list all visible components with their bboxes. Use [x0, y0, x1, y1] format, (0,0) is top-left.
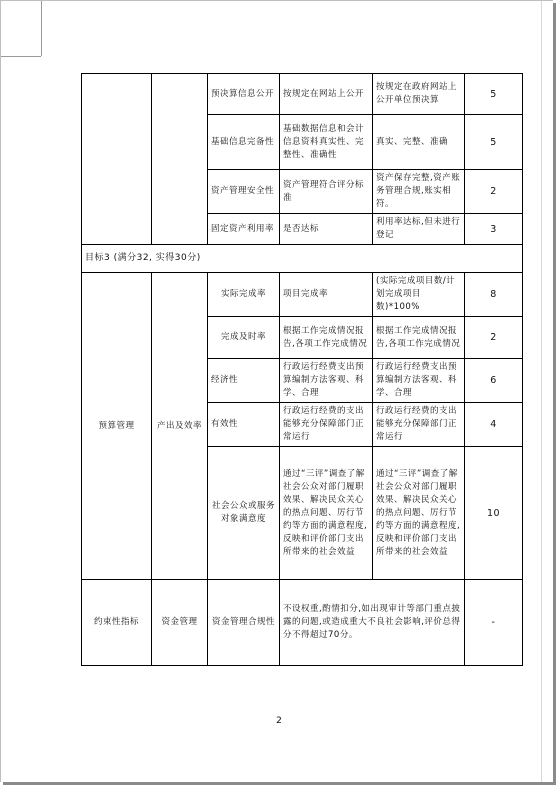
table-row [82, 273, 523, 317]
category-budget-management: 预算管理 [82, 273, 152, 580]
indicator-score: 2 [465, 317, 523, 359]
indicator-name: 社会公众或服务对象满意度 [208, 447, 280, 580]
goal-3-heading: 目标3 (满分32, 实得30分) [82, 245, 523, 273]
indicator-score: 4 [465, 403, 523, 447]
indicator-result: 资产保存完整,资产账务管理合规,账实相符。 [373, 170, 465, 214]
page-right-guide [541, 1, 542, 782]
goal-row [82, 245, 523, 273]
indicator-name: 有效性 [208, 403, 280, 447]
table-row [82, 74, 523, 115]
indicator-name: 固定资产利用率 [208, 214, 280, 245]
indicator-criterion: 根据工作完成情况报告,各项工作完成情况 [280, 317, 373, 359]
indicator-score: 3 [465, 214, 523, 245]
indicator-result: 按规定在政府网站上公开单位预决算 [373, 74, 465, 115]
subcategory-fund-management: 资金管理 [152, 580, 208, 666]
indicator-result: 行政运行经费的支出能够充分保障部门正常运行 [373, 403, 465, 447]
indicator-name: 经济性 [208, 359, 280, 403]
indicator-criterion: 通过“三评”调查了解社会公众对部门履职效果、解决民众关心的热点问题、厉行节约等方面的满意程度,反映和评价部门支出所带来的社会效益 [280, 447, 373, 580]
corner-mark-horizontal [1, 56, 41, 57]
page-number: 2 [276, 716, 282, 726]
indicator-name: 基础信息完备性 [208, 115, 280, 170]
indicator-score: 5 [465, 115, 523, 170]
indicator-score: 8 [465, 273, 523, 317]
table-row [82, 580, 523, 666]
indicator-result: 利用率达标,但未进行登记 [373, 214, 465, 245]
corner-mark-vertical [41, 1, 42, 56]
indicator-score: 2 [465, 170, 523, 214]
indicator-score: 5 [465, 74, 523, 115]
indicator-result: 通过“三评”调查了解社会公众对部门履职效果、解决民众关心的热点问题、厉行节约等方面的满意程度,反映和评价部门支出所带来的社会效益 [373, 447, 465, 580]
indicator-name: 资产管理安全性 [208, 170, 280, 214]
indicator-criterion: 基础数据信息和会计信息资料真实性、完整性、准确性 [280, 115, 373, 170]
indicator-result: 真实、完整、准确 [373, 115, 465, 170]
indicator-name: 实际完成率 [208, 273, 280, 317]
indicator-result: (实际完成项目数/计划完成项目数)*100% [373, 273, 465, 317]
indicator-score: 10 [465, 447, 523, 580]
subcategory-output-efficiency: 产出及效率 [152, 273, 208, 580]
indicator-result: 根据工作完成情况报告,各项工作完成情况 [373, 317, 465, 359]
empty-subcategory-cell [152, 74, 208, 245]
indicator-name: 资金管理合规性 [208, 580, 280, 666]
indicator-criterion: 不设权重,酌情扣分,如出现审计等部门重点披露的问题,或造成重大不良社会影响,评价总得分不得超过70分。 [280, 580, 465, 666]
indicator-criterion: 按规定在网站上公开 [280, 74, 373, 115]
indicator-criterion: 是否达标 [280, 214, 373, 245]
indicator-criterion: 资产管理符合评分标准 [280, 170, 373, 214]
indicator-criterion: 项目完成率 [280, 273, 373, 317]
indicator-result: 行政运行经费支出预算编制方法客观、科学、合理 [373, 359, 465, 403]
category-constraint-indicator: 约束性指标 [82, 580, 152, 666]
indicator-score: 6 [465, 359, 523, 403]
indicator-score: - [465, 580, 523, 666]
empty-category-cell [82, 74, 152, 245]
indicator-criterion: 行政运行经费支出预算编制方法客观、科学、合理 [280, 359, 373, 403]
performance-evaluation-table [81, 73, 523, 666]
indicator-criterion: 行政运行经费的支出能够充分保障部门正常运行 [280, 403, 373, 447]
indicator-name: 完成及时率 [208, 317, 280, 359]
indicator-name: 预决算信息公开 [208, 74, 280, 115]
